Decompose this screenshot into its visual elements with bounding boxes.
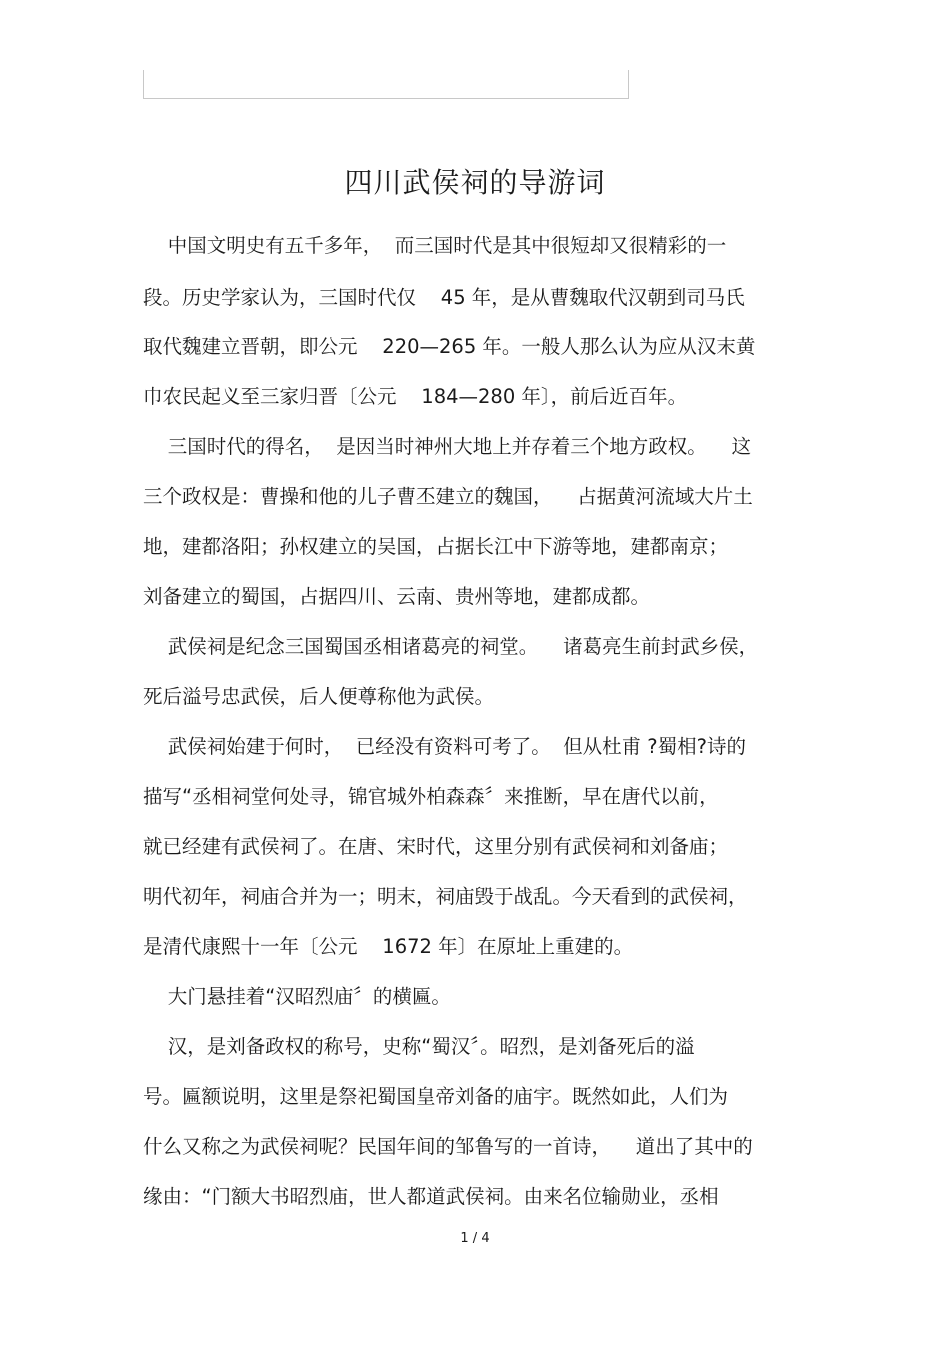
text-line: 汉，是刘备政权的称号，史称“蜀汉〞。昭烈，是刘备死后的溢 <box>143 1035 695 1058</box>
text-line: 就已经建有武侯祠了。在唐、宋时代，这里分别有武侯祠和刘备庙； <box>143 835 729 858</box>
text-line: 什么又称之为武侯祠呢？民国年间的邹鲁写的一首诗， 道出了其中的 <box>143 1135 753 1158</box>
text-line: 中国文明史有五千多年， 而三国时代是其中很短却又很精彩的一 <box>143 234 727 257</box>
text-line: 武侯祠始建于何时， 已经没有资料可考了。 但从杜甫 ?蜀相?诗的 <box>143 735 746 758</box>
text-line: 号。匾额说明，这里是祭祀蜀国皇帝刘备的庙宇。既然如此，人们为 <box>143 1085 729 1108</box>
text-line: 巾农民起义至三家归晋〔公元 184—280 年〕，前后近百年。 <box>143 385 688 408</box>
text-line: 明代初年，祠庙合并为一；明末，祠庙毁于战乱。今天看到的武侯祠， <box>143 885 748 908</box>
text-line: 是清代康熙十一年〔公元 1672 年〕在原址上重建的。 <box>143 935 634 958</box>
text-line: 死后溢号忠武侯，后人便尊称他为武侯。 <box>143 685 495 708</box>
header-frame <box>143 70 629 99</box>
text-line: 取代魏建立晋朝，即公元 220—265 年。一般人那么认为应从汉末黄 <box>143 335 756 358</box>
text-line: 缘由：“门额大书昭烈庙，世人都道武侯祠。由来名位输勋业，丞相 <box>143 1185 719 1208</box>
text-line: 三国时代的得名， 是因当时神州大地上并存着三个地方政权。 这 <box>143 435 751 458</box>
text-line: 地，建都洛阳；孙权建立的吴国，占据长江中下游等地，建都南京； <box>143 535 729 558</box>
text-line: 描写“丞相祠堂何处寻，锦官城外柏森森〞来推断，早在唐代以前， <box>143 785 719 808</box>
page-number: 1 / 4 <box>460 1231 490 1246</box>
text-line: 武侯祠是纪念三国蜀国丞相诸葛亮的祠堂。 诸葛亮生前封武乡侯， <box>143 635 759 658</box>
text-line: 刘备建立的蜀国，占据四川、云南、贵州等地，建都成都。 <box>143 585 651 608</box>
document-title: 四川武侯祠的导游词 <box>344 166 606 199</box>
text-line: 段。历史学家认为，三国时代仅 45 年，是从曹魏取代汉朝到司马氏 <box>143 286 745 309</box>
text-line: 三个政权是：曹操和他的儿子曹丕建立的魏国， 占据黄河流域大片土 <box>143 485 753 508</box>
text-line: 大门悬挂着“汉昭烈庙〞的横匾。 <box>143 985 451 1008</box>
